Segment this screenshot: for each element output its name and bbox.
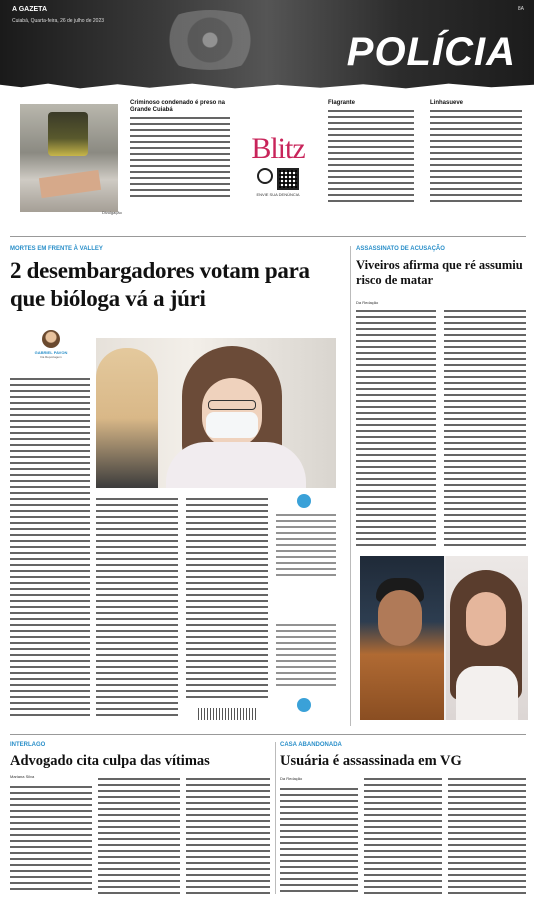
- qr-code-icon: [277, 168, 299, 190]
- side-headline: Viveiros afirma que ré assumiu risco de matar: [356, 258, 523, 287]
- bl-text-col-2: [98, 778, 180, 894]
- paper-name: A GAZETA: [12, 6, 47, 13]
- brief-text-b: [328, 110, 414, 202]
- main-text-col-1: [10, 378, 90, 718]
- seized-items-photo: [20, 104, 118, 212]
- header-eye-image: [150, 10, 270, 70]
- br-text-col-3: [448, 778, 526, 894]
- brief-title-c: Linhasueve: [430, 100, 464, 106]
- quote-icon: [297, 494, 311, 508]
- torn-edge: [0, 80, 534, 92]
- brief-text-a: [130, 117, 230, 201]
- header-meta: [12, 6, 53, 13]
- bottom-right-headline: Usuária é assassinada em VG: [280, 753, 462, 769]
- author-role: Da Reportagem: [40, 355, 62, 359]
- br-text-col-2: [364, 778, 442, 894]
- photo-woman-top: [456, 666, 518, 720]
- blitz-strip: [10, 96, 526, 220]
- main-headline: 2 desembargadores votam para que bióloga vá a júri: [10, 258, 310, 311]
- pull-quote-1: [276, 514, 336, 578]
- section-header: [0, 0, 534, 92]
- police-badge: [48, 112, 88, 156]
- section-title: POLÍCIA: [346, 30, 516, 74]
- author-name: GABRIEL PAVON: [34, 350, 68, 355]
- quote-icon-bottom: [297, 698, 311, 712]
- photo-body: [166, 442, 306, 488]
- blitz-caption: ENVIE SUA DENÚNCIA: [256, 192, 300, 197]
- header-date: Cuiabá, Quarta-feira, 26 de julho de 2023: [12, 18, 105, 24]
- photo-figure-left: [96, 348, 158, 488]
- bottom-left-byline: Mariana Silva: [10, 774, 35, 779]
- main-text-col-3: [186, 498, 268, 702]
- side-byline: Da Redação: [356, 300, 379, 305]
- brief-title-a: Criminoso condenado é preso na Grande Cuiabá: [130, 100, 226, 113]
- blitz-logo: Blitz: [251, 132, 305, 165]
- photo-credit: Divulgação: [102, 210, 122, 215]
- bl-text-col-3: [186, 778, 270, 894]
- side-text-col-1: [356, 310, 436, 546]
- divider: [10, 236, 526, 237]
- bottom-divider: [275, 742, 276, 894]
- avatar: [42, 330, 60, 348]
- bottom-right-byline: Da Redação: [280, 776, 303, 781]
- bottom-left-headline: Advogado cita culpa das vítimas: [10, 753, 210, 769]
- bl-text-col-1: [10, 786, 92, 894]
- page-number: 8A: [517, 6, 524, 12]
- barcode-strip: [198, 708, 258, 720]
- divider-bottom: [10, 734, 526, 735]
- brief-text-c: [430, 110, 522, 202]
- blitz-box: [236, 132, 320, 197]
- money-bills: [39, 170, 101, 198]
- pull-quote-2: [276, 624, 336, 688]
- column-divider: [350, 246, 351, 726]
- brief-column-b: [328, 100, 414, 202]
- side-kicker: ASSASSINATO DE ACUSAÇÃO: [356, 246, 445, 252]
- photo-glasses: [208, 400, 256, 410]
- photo-man-face: [378, 590, 422, 646]
- photo-woman: [446, 556, 528, 720]
- side-photo: [360, 556, 528, 720]
- photo-mask: [206, 412, 258, 438]
- main-photo: [96, 338, 336, 488]
- brief-column-a: [130, 100, 230, 201]
- main-kicker: MORTES EM FRENTE À VALLEY: [10, 246, 103, 252]
- photo-woman-face: [466, 592, 506, 646]
- brief-column-c: [430, 100, 522, 202]
- bottom-right-kicker: CASA ABANDONADA: [280, 742, 342, 748]
- br-text-col-1: [280, 788, 358, 894]
- bottom-left-kicker: INTERLAGO: [10, 742, 46, 748]
- whatsapp-icon: [257, 168, 273, 184]
- side-text-col-2: [444, 310, 526, 546]
- author-block: [28, 330, 74, 359]
- main-text-col-2: [96, 498, 178, 720]
- photo-man: [360, 556, 444, 720]
- brief-title-b: Flagrante: [328, 100, 356, 106]
